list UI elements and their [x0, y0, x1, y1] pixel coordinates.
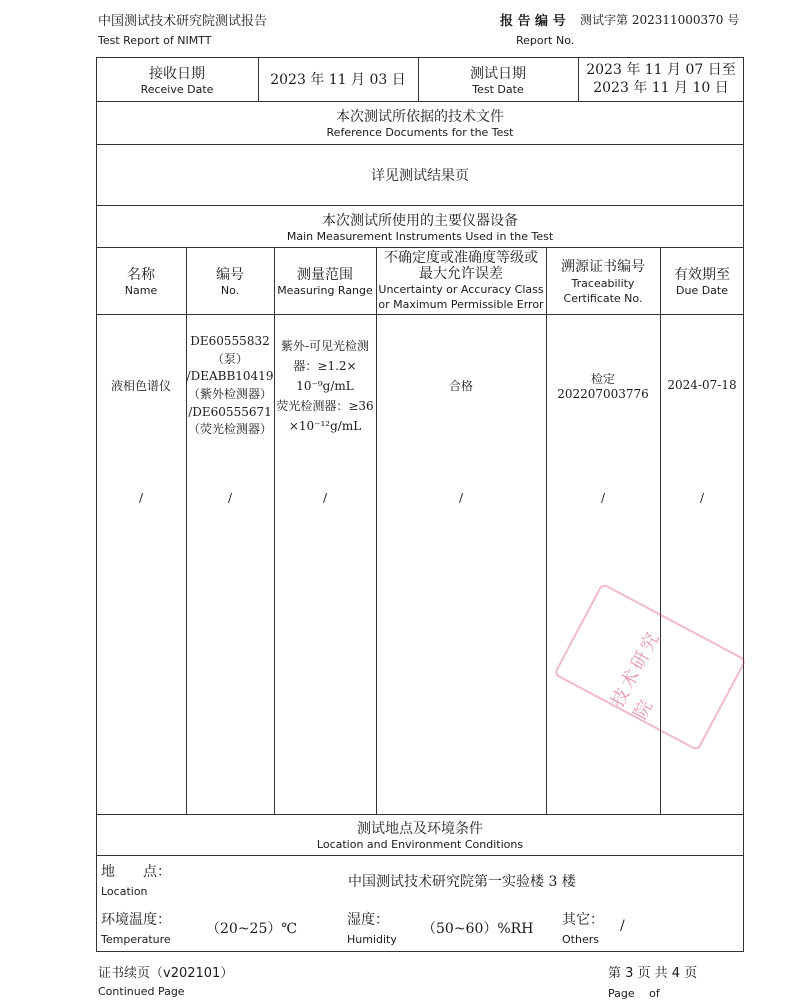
- location-label: [101, 861, 171, 898]
- row1-name: 液相色谱仪: [110, 378, 171, 393]
- row1-uncertainty: 合格: [448, 378, 473, 393]
- reference-title-zh: 本次测试所依据的技术文件: [336, 109, 504, 125]
- col-header-zh: 不确定度或准确度等级或最大允许误差: [384, 249, 538, 282]
- col-header-zh: 编号: [216, 267, 244, 283]
- instruments-title-zh: 本次测试所使用的主要仪器设备: [322, 212, 518, 229]
- row1-certificate: 检定 202207003776: [557, 371, 649, 401]
- row2-name: /: [138, 491, 144, 505]
- environment-title-en: Location and Environment Conditions: [316, 838, 524, 851]
- others-value: /: [620, 918, 625, 934]
- row1-no-line: （荧光检测器）: [187, 422, 272, 437]
- col-header-range: [274, 247, 376, 314]
- test-date-label-en: Test Date: [472, 82, 524, 96]
- row2-due-date: /: [699, 491, 705, 505]
- report-no-label-en: Report No.: [516, 34, 575, 47]
- others-label-en: Others: [562, 933, 599, 946]
- col-header-en: Traceability Certificate No.: [563, 276, 643, 305]
- col-header-no: [186, 247, 274, 314]
- row1-range-line: 10⁻⁹g/mL: [296, 379, 354, 393]
- col-header-uncertainty: [376, 247, 546, 314]
- row1-due-date: 2024-07-18: [667, 378, 737, 392]
- row1-range-line: 荧光检测器：≥36: [276, 399, 374, 413]
- rule: [96, 314, 744, 315]
- row2-range: /: [322, 491, 328, 505]
- page-number-zh: 第 3 页 共 4 页: [608, 966, 698, 981]
- col-header-en: No.: [220, 284, 240, 297]
- row1-no: [186, 333, 274, 439]
- rule: [376, 247, 377, 814]
- rule: [546, 247, 547, 814]
- col-header-en: Uncertainty or Accuracy Class or Maximum Permissible Error: [378, 282, 544, 311]
- report-no-value: 测试字第 202311000370 号: [580, 13, 740, 27]
- col-header-zh: 测量范围: [297, 267, 353, 283]
- receive-date-value: 2023 年 11 月 03 日: [270, 72, 406, 88]
- temp-label-en: Temperature: [101, 933, 171, 946]
- environment-title-zh: 测试地点及环境条件: [357, 821, 483, 837]
- reference-title-en: Reference Documents for the Test: [326, 126, 514, 139]
- others-label: [562, 909, 604, 946]
- col-header-due: [660, 247, 744, 314]
- row1-range-line: 紫外-可见光检测: [280, 339, 370, 353]
- row1-range: [274, 336, 376, 436]
- row1-no-line: /DEABB10419: [186, 369, 274, 384]
- col-header-en: Measuring Range: [277, 284, 373, 297]
- row1-no-line: DE60555832: [190, 334, 270, 349]
- humidity-value: （50~60）%RH: [422, 921, 534, 937]
- test-date-label-zh: 测试日期: [470, 65, 526, 82]
- location-value: 中国测试技术研究院第一实验楼 3 楼: [348, 874, 576, 890]
- row1-range-line: ×10⁻¹²g/mL: [288, 419, 362, 433]
- col-header-certificate: [546, 247, 660, 314]
- instruments-title: [96, 205, 744, 247]
- col-header-zh: 有效期至: [674, 267, 730, 283]
- row2-uncertainty: /: [458, 491, 464, 505]
- reference-title: [96, 101, 744, 144]
- location-label-zh: 地 点：: [101, 864, 171, 880]
- instruments-title-en: Main Measurement Instruments Used in the Test: [286, 229, 554, 243]
- col-header-zh: 溯源证书编号: [561, 258, 645, 275]
- humidity-label-zh: 湿度：: [347, 912, 389, 928]
- page-number-en: Page of: [608, 987, 660, 1000]
- test-date-line2: 2023 年 11 月 10 日: [593, 80, 729, 96]
- temp-label-zh: 环境温度：: [101, 912, 171, 928]
- row1-range-line: 器：≥1.2×: [293, 359, 357, 373]
- row2-certificate: /: [600, 491, 606, 505]
- temp-label: [101, 909, 171, 946]
- row1-no-line: （泵）: [211, 351, 248, 366]
- receive-date-label: [96, 57, 258, 101]
- rule: [274, 247, 275, 814]
- test-date-label: [418, 57, 578, 101]
- test-date-line1: 2023 年 11 月 07 日至: [586, 62, 736, 78]
- test-date-value: [578, 57, 744, 101]
- humidity-label: [347, 909, 397, 946]
- location-label-en: Location: [101, 885, 148, 898]
- org-title-zh: 中国测试技术研究院测试报告: [98, 14, 268, 29]
- receive-date-label-zh: 接收日期: [149, 65, 205, 82]
- row1-no-line: （紫外检测器）: [187, 387, 272, 401]
- report-no-label-zh: 报 告 编 号: [500, 14, 566, 29]
- reference-value: 详见测试结果页: [371, 167, 469, 184]
- col-header-en: Name: [124, 284, 158, 297]
- rule: [96, 855, 744, 856]
- row1-no-line: /DE60555671: [188, 404, 272, 419]
- col-header-name: [96, 247, 186, 314]
- org-title-en: Test Report of NIMTT: [98, 34, 212, 47]
- continued-page-zh: 证书续页（v202101）: [98, 966, 234, 981]
- row2-no: /: [227, 491, 233, 505]
- others-label-zh: 其它：: [562, 912, 604, 928]
- receive-date-label-en: Receive Date: [140, 82, 214, 96]
- seal-stamp: 技术研究院: [553, 583, 747, 752]
- temp-value: （20~25）℃: [206, 921, 298, 937]
- continued-page-en: Continued Page: [98, 985, 185, 998]
- col-header-zh: 名称: [127, 267, 155, 283]
- humidity-label-en: Humidity: [347, 933, 397, 946]
- col-header-en: Due Date: [676, 284, 728, 297]
- environment-title: [96, 814, 744, 855]
